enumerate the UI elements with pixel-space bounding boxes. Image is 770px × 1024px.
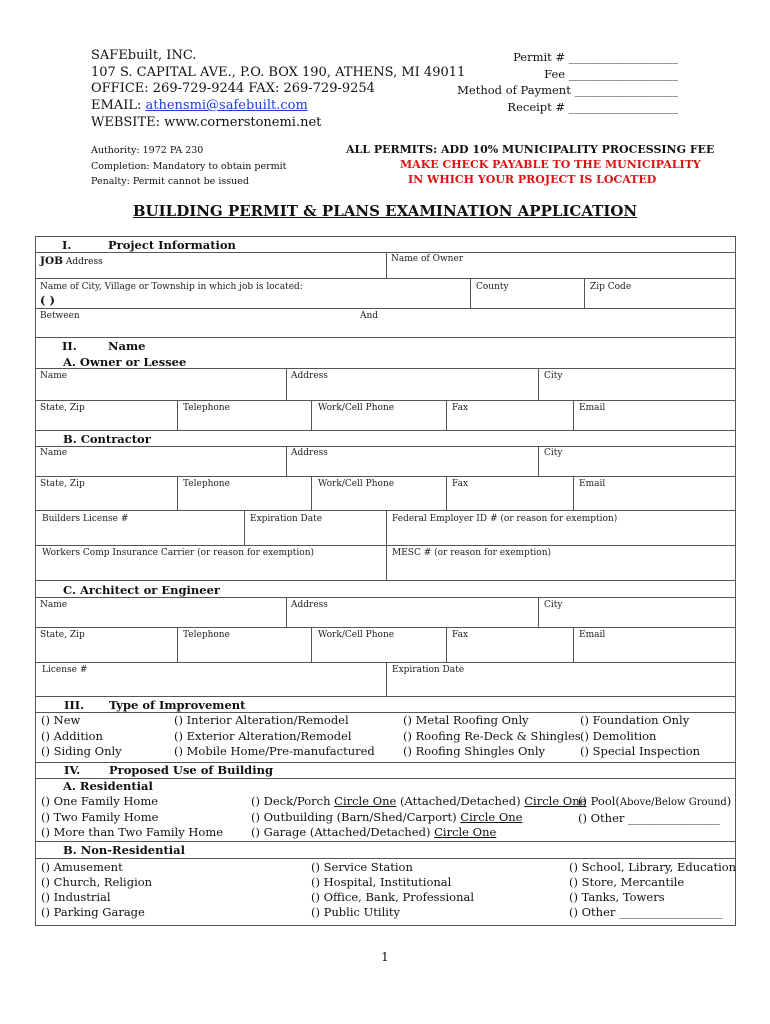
payment-method-field[interactable]: Method of Payment __________________ — [457, 83, 678, 97]
section4-title: Proposed Use of Building — [109, 763, 273, 777]
option-parking-garage[interactable]: () Parking Garage — [41, 905, 145, 919]
section2-title: Name — [108, 339, 146, 353]
option-residential-other[interactable]: () Other ________________ — [578, 810, 721, 825]
builders-license-input[interactable]: Builders License # — [42, 514, 129, 524]
architect-telephone-input[interactable]: Telephone — [183, 630, 230, 640]
option-new[interactable]: () New — [41, 713, 81, 727]
residential-col1 — [41, 794, 223, 841]
owner-city-input[interactable]: City — [544, 371, 563, 381]
option-industrial[interactable]: () Industrial — [41, 890, 111, 904]
option-garage[interactable]: () Garage (Attached/Detached) Circle One — [251, 825, 497, 839]
owner-name-field[interactable]: Name of Owner — [391, 254, 464, 264]
residential-col3 — [578, 794, 731, 826]
residential-col2 — [251, 794, 586, 841]
contractor-address-input[interactable]: Address — [291, 448, 328, 458]
owner-email-input[interactable]: Email — [579, 403, 606, 413]
workers-comp-input[interactable]: Workers Comp Insurance Carrier (or reason for exemption) — [42, 548, 315, 558]
page-number: 1 — [381, 950, 389, 964]
address-label: Address — [63, 257, 103, 267]
option-public-utility[interactable]: () Public Utility — [311, 905, 401, 919]
company-address: 107 S. CAPITAL AVE., P.O. BOX 190, ATHENS, MI 49011 — [91, 65, 466, 80]
residential-heading: A. Residential — [63, 779, 153, 793]
nonres-col3 — [569, 860, 736, 920]
option-special-inspection[interactable]: () Special Inspection — [580, 744, 701, 758]
option-mobile-home[interactable]: () Mobile Home/Pre-manufactured — [174, 744, 375, 758]
section3-number: III. — [64, 698, 85, 712]
architect-state-zip-input[interactable]: State, Zip — [40, 630, 85, 640]
contractor-work-cell-input[interactable]: Work/Cell Phone — [318, 479, 395, 489]
contractor-name-input[interactable]: Name — [40, 448, 68, 458]
nonres-col1 — [41, 860, 152, 920]
option-siding-only[interactable]: () Siding Only — [41, 744, 122, 758]
completion-text: Completion: Mandatory to obtain permit — [91, 161, 287, 172]
contractor-city-input[interactable]: City — [544, 448, 563, 458]
contractor-fax-input[interactable]: Fax — [452, 479, 469, 489]
section2-number: II. — [62, 339, 77, 353]
non-residential-heading: B. Non-Residential — [63, 843, 185, 857]
improvement-col2 — [174, 713, 375, 760]
architect-expiration-input[interactable]: Expiration Date — [392, 665, 465, 675]
fee-field[interactable]: Fee ___________________ — [544, 66, 678, 81]
option-service-station[interactable]: () Service Station — [311, 860, 413, 874]
job-address-field[interactable] — [40, 255, 103, 267]
parenthesis-marker: ( ) — [40, 293, 55, 307]
email-label: EMAIL: — [91, 98, 146, 113]
company-phone-fax: OFFICE: 269-729-9244 FAX: 269-729-9254 — [91, 81, 375, 96]
contractor-heading: B. Contractor — [63, 432, 151, 446]
option-roofing-redeck[interactable]: () Roofing Re-Deck & Shingles — [403, 728, 581, 743]
owner-lessee-heading: A. Owner or Lessee — [63, 355, 187, 369]
page-title: BUILDING PERMIT & PLANS EXAMINATION APPLICATION — [132, 202, 638, 220]
option-demolition[interactable]: () Demolition — [580, 728, 657, 743]
check-notice-line1: MAKE CHECK PAYABLE TO THE MUNICIPALITY — [400, 158, 701, 171]
email-link[interactable]: athensmi@safebuilt.com — [145, 98, 308, 113]
contractor-email-input[interactable]: Email — [579, 479, 606, 489]
receipt-field[interactable]: Receipt # ___________________ — [507, 99, 678, 114]
option-school[interactable]: () School, Library, Education — [569, 860, 737, 874]
section4-number: IV. — [64, 763, 81, 777]
option-multi-family[interactable]: () More than Two Family Home — [41, 825, 224, 839]
fee-notice: ALL PERMITS: ADD 10% MUNICIPALITY PROCESSING FEE — [346, 143, 715, 156]
owner-state-zip-input[interactable]: State, Zip — [40, 403, 85, 413]
option-exterior-alteration[interactable]: () Exterior Alteration/Remodel — [174, 728, 352, 743]
section1-title: Project Information — [108, 238, 236, 252]
nonres-col2 — [311, 860, 474, 920]
permit-number-field[interactable]: Permit # ___________________ — [513, 50, 678, 64]
section3-title: Type of Improvement — [109, 698, 246, 712]
contractor-telephone-input[interactable]: Telephone — [183, 479, 230, 489]
mesc-input[interactable]: MESC # (or reason for exemption) — [392, 548, 552, 558]
owner-name-input[interactable]: Name — [40, 371, 68, 381]
option-nonres-other[interactable]: () Other __________________ — [569, 905, 723, 919]
option-deck-porch[interactable]: () Deck/Porch Circle One (Attached/Detached) Circle One — [251, 794, 587, 808]
option-addition[interactable]: () Addition — [41, 728, 103, 743]
architect-license-input[interactable]: License # — [42, 665, 88, 675]
office-use-box — [457, 49, 678, 115]
county-field[interactable]: County — [476, 282, 509, 292]
improvement-col3 — [403, 713, 581, 760]
company-name: SAFEbuilt, INC. — [91, 48, 197, 63]
option-foundation-only[interactable]: () Foundation Only — [580, 713, 690, 727]
option-amusement[interactable]: () Amusement — [41, 860, 123, 874]
owner-telephone-input[interactable]: Telephone — [183, 403, 230, 413]
option-church[interactable]: () Church, Religion — [41, 875, 153, 889]
architect-address-input[interactable]: Address — [291, 600, 328, 610]
option-outbuilding[interactable]: () Outbuilding (Barn/Shed/Carport) Circle One — [251, 809, 523, 824]
between-field[interactable]: Between — [40, 311, 80, 321]
architect-name-input[interactable]: Name — [40, 600, 68, 610]
option-one-family[interactable]: () One Family Home — [41, 794, 159, 808]
and-field[interactable]: And — [360, 311, 379, 321]
option-office-bank[interactable]: () Office, Bank, Professional — [311, 890, 475, 904]
option-pool[interactable]: () Pool(Above/Below Ground) — [578, 794, 732, 808]
option-hospital[interactable]: () Hospital, Institutional — [311, 875, 452, 889]
architect-work-cell-input[interactable]: Work/Cell Phone — [318, 630, 395, 640]
architect-heading: C. Architect or Engineer — [63, 583, 220, 597]
option-tanks-towers[interactable]: () Tanks, Towers — [569, 890, 665, 904]
contractor-state-zip-input[interactable]: State, Zip — [40, 479, 85, 489]
option-roofing-shingles[interactable]: () Roofing Shingles Only — [403, 744, 546, 758]
license-expiration-input[interactable]: Expiration Date — [250, 514, 323, 524]
option-two-family[interactable]: () Two Family Home — [41, 809, 159, 824]
owner-fax-input[interactable]: Fax — [452, 403, 469, 413]
improvement-col1 — [41, 713, 122, 760]
improvement-col4 — [580, 713, 700, 760]
option-metal-roofing[interactable]: () Metal Roofing Only — [403, 713, 529, 727]
owner-work-cell-input[interactable]: Work/Cell Phone — [318, 403, 395, 413]
architect-fax-input[interactable]: Fax — [452, 630, 469, 640]
federal-employer-id-input[interactable]: Federal Employer ID # (or reason for exemption) — [392, 514, 618, 524]
architect-email-input[interactable]: Email — [579, 630, 606, 640]
company-email — [91, 98, 308, 115]
option-store[interactable]: () Store, Mercantile — [569, 875, 685, 889]
check-notice-line2: IN WHICH YOUR PROJECT IS LOCATED — [408, 173, 657, 186]
municipality-field[interactable]: Name of City, Village or Township in which job is located: — [40, 282, 303, 292]
option-interior-alteration[interactable]: () Interior Alteration/Remodel — [174, 713, 349, 727]
section1-number: I. — [62, 238, 72, 252]
architect-city-input[interactable]: City — [544, 600, 563, 610]
company-website: WEBSITE: www.cornerstonemi.net — [91, 115, 322, 130]
job-label: JOB — [40, 255, 63, 267]
penalty-text: Penalty: Permit cannot be issued — [91, 176, 249, 187]
authority-text: Authority: 1972 PA 230 — [91, 145, 204, 156]
zip-code-field[interactable]: Zip Code — [590, 282, 632, 292]
owner-address-input[interactable]: Address — [291, 371, 328, 381]
